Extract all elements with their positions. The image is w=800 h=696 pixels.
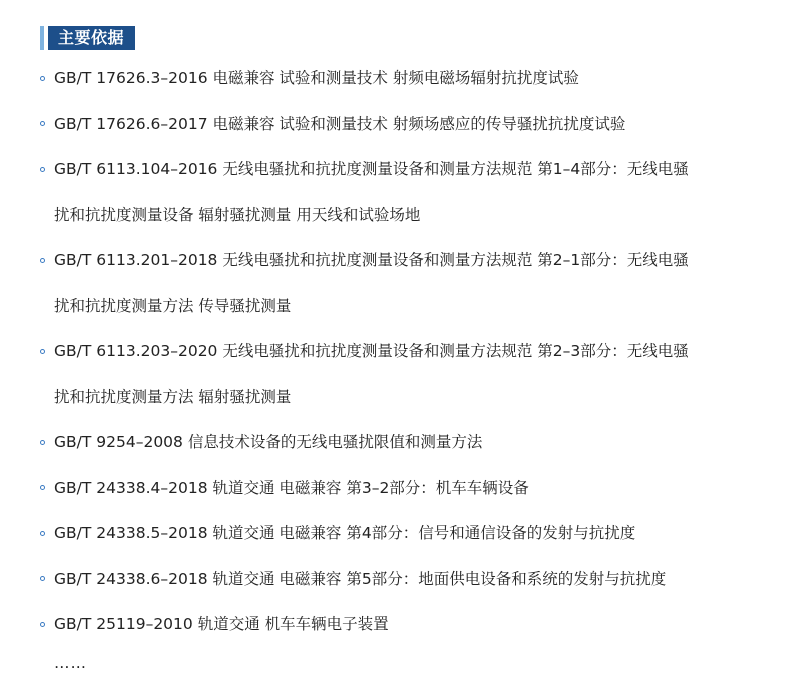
list-item-text: GB/T 6113.201–2018 无线电骚扰和抗扰度测量设备和测量方法规范 第2–1部分：无线电骚 xyxy=(54,251,689,269)
section-header xyxy=(40,26,135,50)
list-item-text: 扰和抗扰度测量设备 辐射骚扰测量 用天线和试验场地 xyxy=(54,205,421,224)
list-item-text: GB/T 6113.203–2020 无线电骚扰和抗扰度测量设备和测量方法规范 第2–3部分：无线电骚 xyxy=(54,342,689,360)
list-item-text: GB/T 24338.5–2018 轨道交通 电磁兼容 第4部分：信号和通信设备的发射与抗扰度 xyxy=(54,524,636,542)
bullet-icon xyxy=(40,531,45,536)
list-item-text: GB/T 24338.4–2018 轨道交通 电磁兼容 第3–2部分：机车车辆设备 xyxy=(54,478,529,497)
list-item xyxy=(40,56,770,102)
bullet-icon xyxy=(40,440,45,445)
more-ellipsis: …… xyxy=(54,654,87,672)
list-item xyxy=(40,102,770,148)
section-title: 主要依据 xyxy=(48,26,135,50)
list-item xyxy=(40,329,770,420)
list-item-text: GB/T 24338.6–2018 轨道交通 电磁兼容 第5部分：地面供电设备和系统的发射与抗扰度 xyxy=(54,569,667,588)
bullet-icon xyxy=(40,76,45,81)
bullet-icon xyxy=(40,349,45,354)
list-item xyxy=(40,466,770,512)
list-item-text: GB/T 9254–2008 信息技术设备的无线电骚扰限值和测量方法 xyxy=(54,433,483,451)
bullet-icon xyxy=(40,258,45,263)
list-item-text: GB/T 25119–2010 轨道交通 机车车辆电子装置 xyxy=(54,615,389,633)
list-item xyxy=(40,557,770,603)
list-item-text: GB/T 6113.104–2016 无线电骚扰和抗扰度测量设备和测量方法规范 第1–4部分：无线电骚 xyxy=(54,160,689,178)
list-item xyxy=(40,420,770,466)
list-item xyxy=(40,511,770,557)
list-item-text: GB/T 17626.6–2017 电磁兼容 试验和测量技术 射频场感应的传导骚扰抗扰度试验 xyxy=(54,114,626,133)
list-item xyxy=(40,602,770,648)
list-item xyxy=(40,147,770,238)
bullet-icon xyxy=(40,622,45,627)
header-accent-bar xyxy=(40,26,44,50)
bullet-icon xyxy=(40,485,45,490)
list-item-text: 扰和抗扰度测量方法 传导骚扰测量 xyxy=(54,296,292,315)
bullet-icon xyxy=(40,167,45,172)
list-item xyxy=(40,238,770,329)
list-item-text: 扰和抗扰度测量方法 辐射骚扰测量 xyxy=(54,387,292,406)
bullet-icon xyxy=(40,121,45,126)
list-item-text: GB/T 17626.3–2016 电磁兼容 试验和测量技术 射频电磁场辐射抗扰度试验 xyxy=(54,69,579,87)
bullet-icon xyxy=(40,576,45,581)
